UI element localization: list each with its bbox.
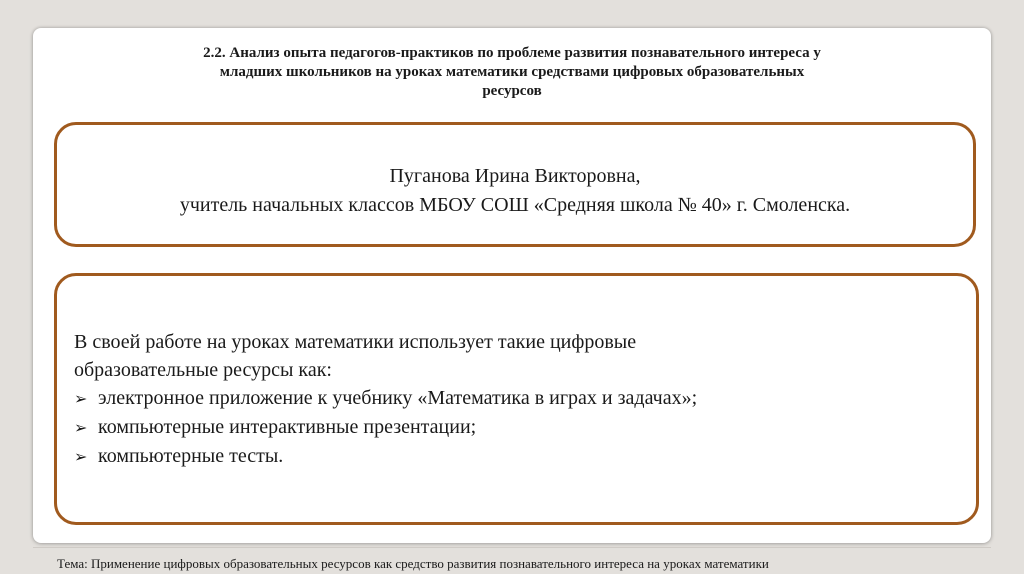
teacher-info-box — [54, 122, 976, 247]
list-item — [74, 384, 954, 413]
list-item-text: компьютерные тесты. — [98, 445, 284, 467]
arrow-bullet-icon: ➢ — [74, 418, 88, 437]
slide-title-line-1: 2.2. Анализ опыта педагогов-практиков по проблеме развития познавательного интереса у — [203, 45, 821, 61]
resources-list — [74, 384, 954, 471]
slide-title-line-3: ресурсов — [482, 83, 542, 99]
list-item — [74, 413, 954, 442]
footer-topic: Тема: Применение цифровых образовательных ресурсов как средство развития познавательного интереса на уроках математики — [57, 556, 769, 571]
resources-intro-line-1: В своей работе на уроках математики использует такие цифровые — [74, 331, 637, 353]
resources-text — [74, 328, 954, 471]
resources-box — [54, 273, 979, 525]
slide-title-line-2: младших школьников на уроках математики средствами цифровых образовательных — [219, 64, 805, 80]
resources-intro-line-2: образовательные ресурсы как: — [74, 359, 332, 381]
footer-divider — [33, 547, 991, 548]
arrow-bullet-icon: ➢ — [74, 447, 88, 466]
list-item-text: компьютерные интерактивные презентации; — [98, 416, 477, 438]
list-item — [74, 442, 954, 471]
arrow-bullet-icon: ➢ — [74, 389, 88, 408]
slide-card — [33, 28, 991, 543]
slide-title — [33, 44, 991, 101]
list-item-text: электронное приложение к учебнику «Математика в играх и задачах»; — [98, 387, 698, 409]
teacher-name: Пуганова Ирина Викторовна, — [389, 165, 641, 187]
teacher-position: учитель начальных классов МБОУ СОШ «Средняя школа № 40» г. Смоленска. — [179, 194, 851, 216]
